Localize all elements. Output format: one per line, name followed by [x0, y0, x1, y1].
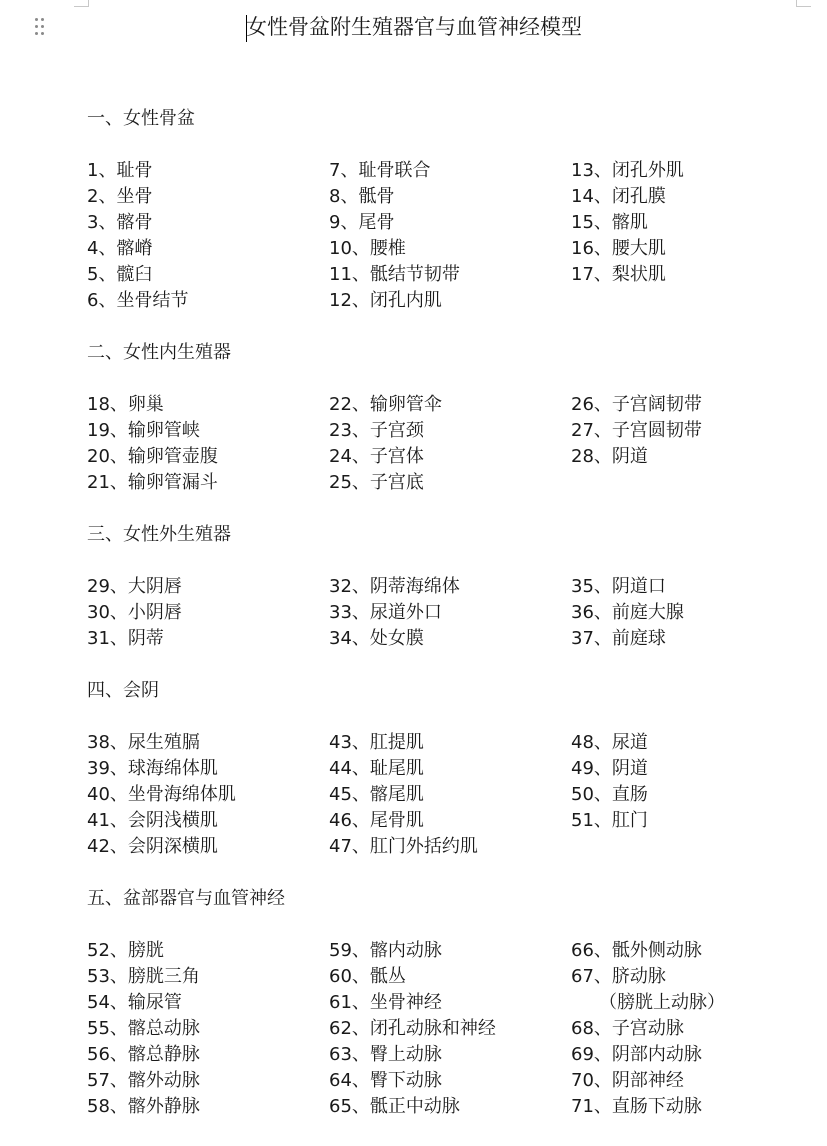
list-item: 34、处女膜 [329, 628, 424, 649]
list-item: 68、子宫动脉 [571, 1018, 684, 1039]
list-item: 25、子宫底 [329, 472, 424, 493]
list-item: 57、髂外动脉 [87, 1070, 200, 1091]
list-item: 23、子宫颈 [329, 420, 424, 441]
list-item: 41、会阴浅横肌 [87, 810, 218, 831]
list-item: 5、髋臼 [87, 264, 153, 285]
list-item: 35、阴道口 [571, 576, 666, 597]
list-item: 27、子宫圆韧带 [571, 420, 702, 441]
list-item: 15、髂肌 [571, 212, 648, 233]
list-item: 50、直肠 [571, 784, 648, 805]
list-item: 8、骶骨 [329, 186, 395, 207]
list-item: 66、骶外侧动脉 [571, 940, 702, 961]
list-item: 59、髂内动脉 [329, 940, 442, 961]
list-item: 29、大阴唇 [87, 576, 182, 597]
list-item: 38、尿生殖膈 [87, 732, 200, 753]
list-item: 37、前庭球 [571, 628, 666, 649]
list-item: 46、尾骨肌 [329, 810, 424, 831]
list-item: 69、阴部内动脉 [571, 1044, 702, 1065]
list-item: 32、阴蒂海绵体 [329, 576, 460, 597]
section-heading: 一、女性骨盆 [87, 108, 195, 129]
list-item: 22、输卵管伞 [329, 394, 442, 415]
list-item: 44、耻尾肌 [329, 758, 424, 779]
list-item: 54、输尿管 [87, 992, 182, 1013]
list-item: 45、髂尾肌 [329, 784, 424, 805]
list-item: 39、球海绵体肌 [87, 758, 218, 779]
list-item: 11、骶结节韧带 [329, 264, 460, 285]
list-item: 48、尿道 [571, 732, 648, 753]
list-item: 2、坐骨 [87, 186, 153, 207]
item-list [87, 158, 807, 314]
list-item: 58、髂外静脉 [87, 1096, 200, 1117]
list-item: 65、骶正中动脉 [329, 1096, 460, 1117]
list-item: 47、肛门外括约肌 [329, 836, 478, 857]
list-item: 36、前庭大腺 [571, 602, 684, 623]
list-item: 61、坐骨神经 [329, 992, 442, 1013]
section-heading: 三、女性外生殖器 [87, 524, 231, 545]
list-item: 10、腰椎 [329, 238, 406, 259]
list-item: 4、髂嵴 [87, 238, 153, 259]
list-item: 12、闭孔内肌 [329, 290, 442, 311]
list-item: 3、髂骨 [87, 212, 153, 233]
list-item: 56、髂总静脉 [87, 1044, 200, 1065]
page-corner-mark-right [796, 0, 811, 7]
list-item: 49、阴道 [571, 758, 648, 779]
list-item: 53、膀胱三角 [87, 966, 200, 987]
list-item: 31、阴蒂 [87, 628, 164, 649]
list-item: 42、会阴深横肌 [87, 836, 218, 857]
empty-cell [571, 470, 807, 496]
list-item: 26、子宫阔韧带 [571, 394, 702, 415]
drag-handle-icon[interactable] [35, 18, 47, 38]
list-item: 9、尾骨 [329, 212, 395, 233]
item-list [87, 392, 807, 496]
item-list [87, 574, 807, 652]
empty-cell [571, 288, 807, 314]
list-item: 51、肛门 [571, 810, 648, 831]
list-item: 13、闭孔外肌 [571, 160, 684, 181]
list-item: 43、肛提肌 [329, 732, 424, 753]
section-heading: 二、女性内生殖器 [87, 342, 231, 363]
list-item: 19、输卵管峡 [87, 420, 200, 441]
list-item: 62、闭孔动脉和神经 [329, 1018, 496, 1039]
list-item: 16、腰大肌 [571, 238, 666, 259]
list-item: 20、输卵管壶腹 [87, 446, 218, 467]
list-item: 7、耻骨联合 [329, 160, 431, 181]
item-list [87, 730, 807, 860]
list-item: 71、直肠下动脉 [571, 1096, 702, 1117]
list-item: 55、髂总动脉 [87, 1018, 200, 1039]
section-heading: 五、盆部器官与血管神经 [87, 888, 285, 909]
list-item: 24、子宫体 [329, 446, 424, 467]
document-title[interactable]: 女性骨盆附生殖器官与血管神经模型 [246, 15, 582, 39]
list-item: 28、阴道 [571, 446, 648, 467]
page-corner-mark-left [74, 0, 89, 7]
list-item: 70、阴部神经 [571, 1070, 684, 1091]
list-item: 67、脐动脉 [571, 966, 666, 987]
list-item: 63、臀上动脉 [329, 1044, 442, 1065]
list-item: 40、坐骨海绵体肌 [87, 784, 236, 805]
list-item: 1、耻骨 [87, 160, 153, 181]
list-item: 17、梨状肌 [571, 264, 666, 285]
item-list [87, 938, 807, 1120]
list-item: 21、输卵管漏斗 [87, 472, 218, 493]
list-item: 6、坐骨结节 [87, 290, 189, 311]
list-item: 18、卵巢 [87, 394, 164, 415]
list-item: 33、尿道外口 [329, 602, 442, 623]
list-item: 30、小阴唇 [87, 602, 182, 623]
section-heading: 四、会阴 [87, 680, 159, 701]
empty-cell [571, 834, 807, 860]
list-item: 52、膀胱 [87, 940, 164, 961]
list-item: （膀胱上动脉） [599, 992, 725, 1013]
list-item: 64、臀下动脉 [329, 1070, 442, 1091]
list-item: 60、骶丛 [329, 966, 406, 987]
document-body[interactable] [87, 106, 807, 1146]
list-item: 14、闭孔膜 [571, 186, 666, 207]
